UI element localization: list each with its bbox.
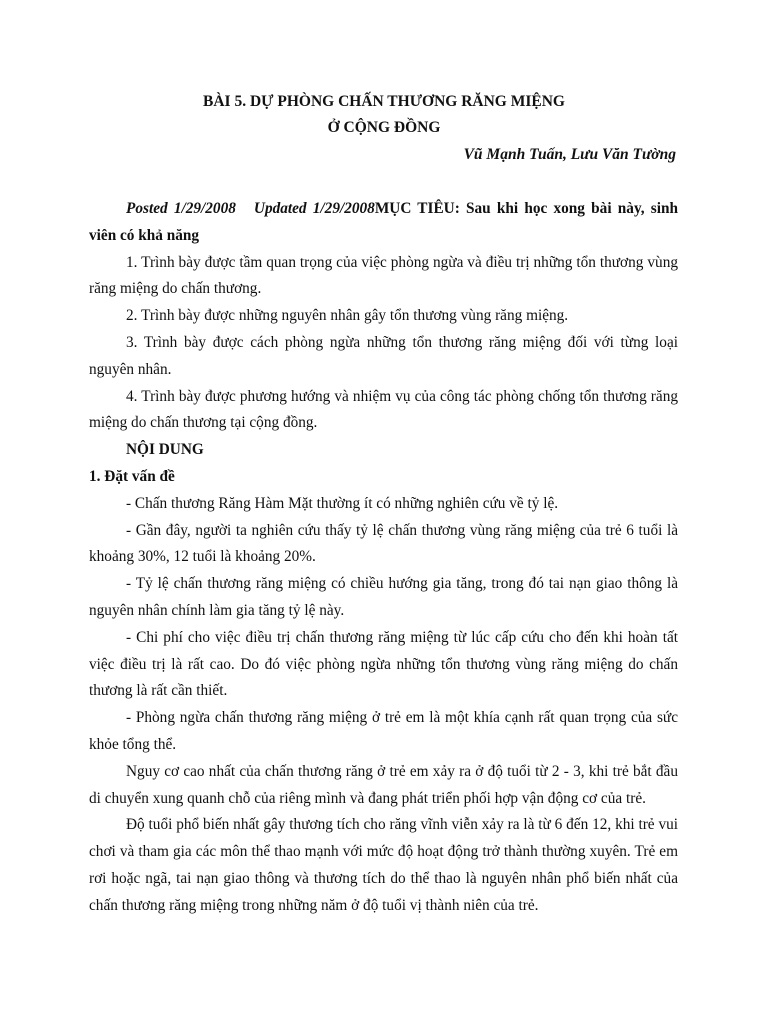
- content-paragraph: - Phòng ngừa chấn thương răng miệng ở trẻ em là một khía cạnh rất quan trọng của sức khỏe tổng thể.: [89, 709, 678, 753]
- document-body: [89, 196, 678, 920]
- objective-item-1: 1. Trình bày được tầm quan trọng của việc phòng ngừa và điều trị những tổn thương vùng răng miệng do chấn thương.: [89, 253, 678, 298]
- content-paragraph: - Tỷ lệ chấn thương răng miệng có chiều hướng gia tăng, trong đó tai nạn giao thông là nguyên nhân chính làm gia tăng tỷ lệ này.: [89, 575, 678, 619]
- updated-date: Updated 1/29/2008: [253, 200, 375, 217]
- content-paragraph: - Chấn thương Răng Hàm Mặt thường ít có những nghiên cứu về tỷ lệ.: [126, 494, 559, 512]
- authors: Vũ Mạnh Tuấn, Lưu Văn Tường: [463, 146, 676, 163]
- content-paragraph: Nguy cơ cao nhất của chấn thương răng ở trẻ em xảy ra ở độ tuổi từ 2 - 3, khi trẻ bắt đầu di chuyển xung quanh chỗ của riêng mình và đang phát triển phối hợp vận động cơ của trẻ.: [89, 762, 678, 807]
- posted-date: Posted 1/29/2008: [126, 200, 236, 217]
- section-1-title: 1. Đặt vấn đề: [89, 467, 175, 485]
- objective-item-3: 3. Trình bày được cách phòng ngừa những tổn thương răng miệng đối với từng loại nguyên nhân.: [89, 333, 678, 378]
- objective-item-4: 4. Trình bày được phương hướng và nhiệm vụ của công tác phòng chống tổn thương răng miệng do chấn thương tại cộng đồng.: [89, 387, 678, 432]
- content-heading: NỘI DUNG: [126, 441, 204, 459]
- objective-item-2: 2. Trình bày được những nguyên nhân gây tổn thương vùng răng miệng.: [126, 307, 569, 325]
- content-paragraph: - Gần đây, người ta nghiên cứu thấy tỷ lệ chấn thương vùng răng miệng của trẻ 6 tuổi là khoảng 30%, 12 tuổi là khoảng 20%.: [89, 521, 678, 566]
- objectives-intro: [89, 196, 678, 250]
- document-title-line-1: BÀI 5. DỰ PHÒNG CHẤN THƯƠNG RĂNG MIỆNG: [203, 93, 565, 110]
- content-paragraph: - Chi phí cho việc điều trị chấn thương răng miệng từ lúc cấp cứu cho đến khi hoàn tất việc điều trị là rất cao. Do đó việc phòng ngừa những tổn thương vùng răng miệng do chấn thương là rất cần thiết.: [89, 628, 678, 700]
- document-title-line-2: Ở CỘNG ĐỒNG: [327, 119, 441, 136]
- objectives-heading: MỤC TIÊU: Sau khi học xong bài này, sinh viên có khả năng: [89, 200, 678, 244]
- content-paragraph: Độ tuổi phổ biến nhất gây thương tích cho răng vĩnh viễn xảy ra là từ 6 đến 12, khi trẻ vui chơi và tham gia các môn thể thao mạnh với mức độ hoạt động trở thành thường xuyên. Trẻ em rơi hoặc ngã, tai nạn giao thông và thương tích do thể thao là nguyên nhân phổ biến nhất của chấn thương răng miệng trong những năm ở độ tuổi vị thành niên của trẻ.: [89, 816, 678, 914]
